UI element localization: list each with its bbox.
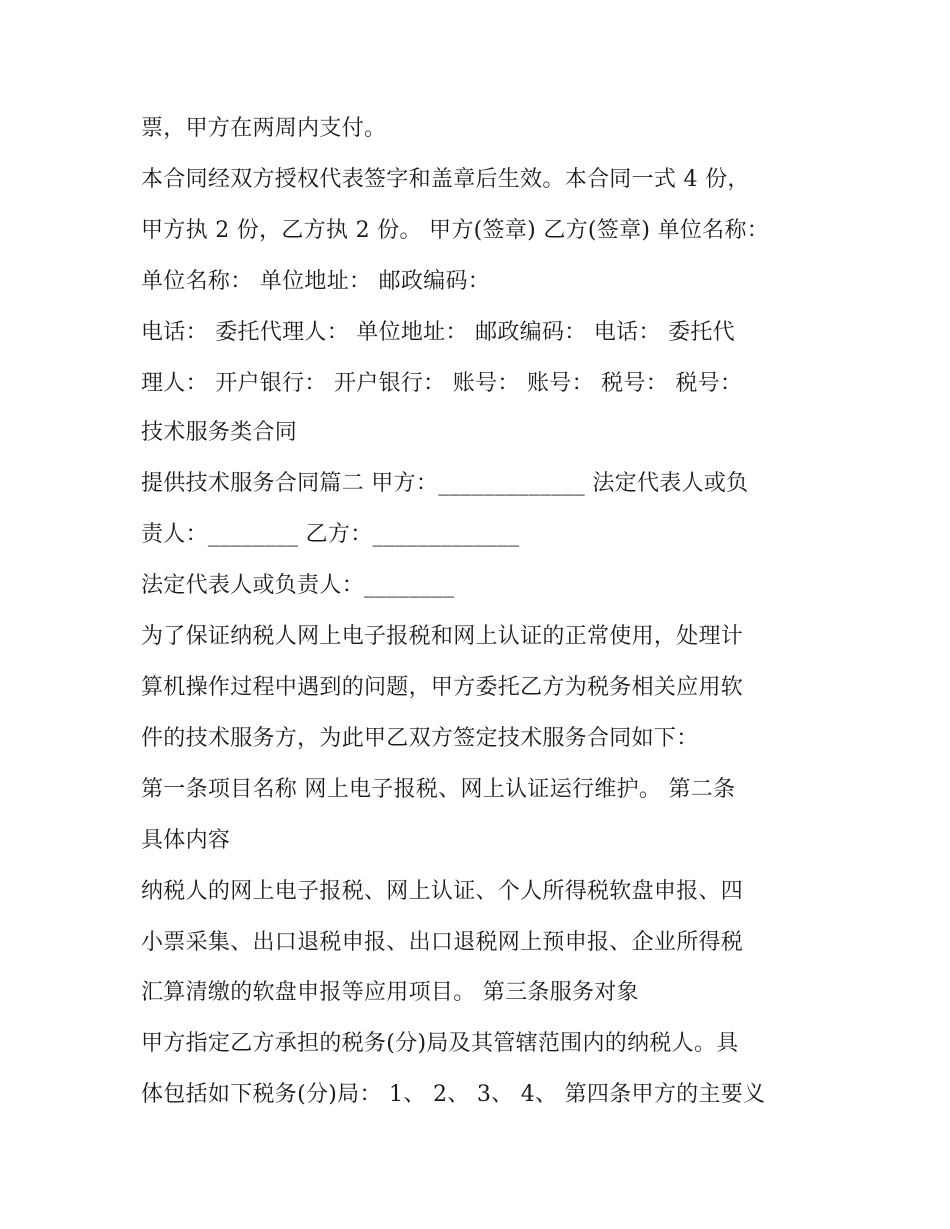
text-line: 汇算清缴的软盘申报等应用项目。 第三条服务对象 [141, 980, 639, 1005]
text-line: 甲方执 2 份，乙方执 2 份。 甲方(签章) 乙方(签章) 单位名称： [141, 218, 770, 243]
text-line: 纳税人的网上电子报税、网上认证、个人所得税软盘申报、四 [141, 879, 744, 904]
text-line: 件的技术服务方，为此甲乙双方签定技术服务合同如下： [141, 726, 699, 751]
text-line: 具体内容 [141, 828, 231, 853]
text-line: 责人：________ 乙方：_____________ [141, 522, 520, 547]
text-line: 本合同经双方授权代表签字和盖章后生效。本合同一式 4 份， [141, 167, 750, 192]
text-line: 第一条项目名称 网上电子报税、网上认证运行维护。 第二条 [141, 777, 736, 802]
section-heading: 技术服务类合同 [141, 420, 298, 445]
text-line: 法定代表人或负责人：________ [141, 573, 455, 598]
text-line: 电话： 委托代理人： 单位地址： 邮政编码： 电话： 委托代 [141, 320, 735, 345]
text-line: 体包括如下税务(分)局： 1、 2、 3、 4、 第四条甲方的主要义 [141, 1082, 766, 1107]
text-line: 理人： 开户银行： 开户银行： 账号： 账号： 税号： 税号： [141, 371, 743, 396]
text-line: 小票采集、出口退税申报、出口退税网上预申报、企业所得税 [141, 930, 744, 955]
text-line: 算机操作过程中遇到的问题，甲方委托乙方为税务相关应用软 [141, 675, 744, 700]
text-line: 单位名称： 单位地址： 邮政编码： [141, 269, 491, 294]
text-line: 为了保证纳税人网上电子报税和网上认证的正常使用，处理计 [141, 624, 744, 649]
text-line: 票，甲方在两周内支付。 [141, 116, 387, 141]
text-line: 甲方指定乙方承担的税务(分)局及其管辖范围内的纳税人。具 [141, 1031, 739, 1056]
text-line: 提供技术服务合同篇二 甲方：_____________ 法定代表人或负 [141, 471, 749, 496]
